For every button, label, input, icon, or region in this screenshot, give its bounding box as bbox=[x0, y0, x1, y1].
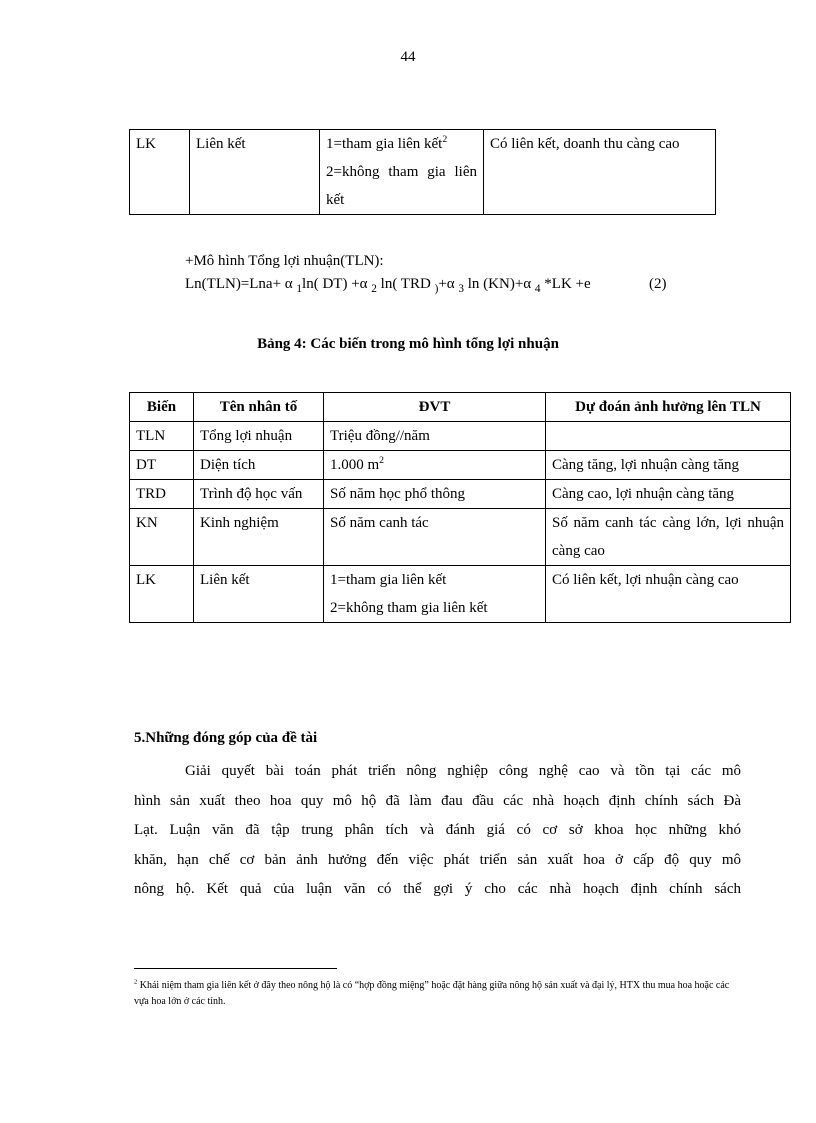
table-cell-effect bbox=[546, 422, 791, 451]
footnote-ref: 2 bbox=[442, 134, 448, 145]
unit-line-2: 2=không tham gia liên kết bbox=[326, 164, 477, 208]
table-cell-effect: Có liên kết, doanh thu càng cao bbox=[484, 130, 716, 215]
table-caption: Bảng 4: Các biến trong mô hình tổng lợi nhuận bbox=[257, 336, 559, 352]
header-factor-name: Tên nhân tố bbox=[194, 393, 324, 422]
table-cell-effect: Càng cao, lợi nhuận càng tăng bbox=[546, 480, 791, 509]
paragraph-line: Giải quyết bài toán phát triển nông nghiệp công nghệ cao và tồn tại các mô bbox=[185, 763, 741, 779]
table-cell-unit: Số năm canh tác bbox=[324, 509, 546, 566]
table-cell-unit: 1.000 $m^2$ bbox=[324, 451, 546, 480]
footnote-divider bbox=[134, 968, 337, 969]
unit-line-1: 1=tham gia liên kết bbox=[330, 572, 447, 588]
table-cell-code: KN bbox=[130, 509, 194, 566]
table-row bbox=[130, 451, 791, 480]
unit-line-1: 1=tham gia liên kết bbox=[326, 136, 443, 152]
header-variable: Biến bbox=[130, 393, 194, 422]
table-cell-unit bbox=[324, 566, 546, 623]
variables-table bbox=[129, 392, 791, 623]
section-heading: 5.Những đóng góp của đề tài bbox=[134, 730, 318, 746]
paragraph-line: nông hộ. Kết quả của luận văn có thể gợi ý cho các nhà hoạch định chính sách bbox=[134, 881, 741, 897]
footnote-marker: 2 bbox=[134, 978, 138, 986]
table-cell-name: Tổng lợi nhuận bbox=[194, 422, 324, 451]
unit-line-2: 2=không tham gia liên kết bbox=[330, 600, 488, 616]
table-cell-code: LK bbox=[130, 130, 190, 215]
footnote bbox=[134, 978, 734, 1010]
table-row bbox=[130, 566, 791, 623]
table-cell-name: Kinh nghiệm bbox=[194, 509, 324, 566]
table-cell-effect: Càng tăng, lợi nhuận càng tăng bbox=[546, 451, 791, 480]
model-title: +Mô hình Tổng lợi nhuận(TLN): bbox=[185, 253, 384, 269]
table-row bbox=[130, 509, 791, 566]
body-paragraph bbox=[134, 757, 741, 905]
model-equation: Ln(TLN)=Lna+ α $_1$ln( DT) +α $_2$ ln( TRD $_)$+α $_3$ ln (KN)+α $_4$ *LK +e bbox=[185, 276, 591, 295]
table-cell-code: LK bbox=[130, 566, 194, 623]
table-cell-unit bbox=[320, 130, 484, 215]
page-number: 44 bbox=[400, 49, 416, 65]
table-cell-unit: Số năm học phổ thông bbox=[324, 480, 546, 509]
table-cell-name: Liên kết bbox=[190, 130, 320, 215]
table-row bbox=[130, 422, 791, 451]
table-row bbox=[130, 480, 791, 509]
paragraph-line: Lạt. Luận văn đã tập trung phân tích và đánh giá có cơ sở khoa học những khó bbox=[134, 822, 741, 838]
table-cell-name: Diện tích bbox=[194, 451, 324, 480]
table-cell-code: TRD bbox=[130, 480, 194, 509]
paragraph-line: hình sản xuất theo hoa quy mô hộ đã làm đau đầu các nhà hoạch định chính sách Đà bbox=[134, 792, 741, 809]
footnote-text: Khái niệm tham gia liên kết ở đây theo nông hộ là có “hợp đồng miệng” hoặc đặt hàng giữa nông hộ sản xuất và đại lý, HTX thu mua hoa hoặc các vựa hoa lớn ở các tỉnh. bbox=[134, 980, 730, 1007]
table-row bbox=[130, 130, 716, 215]
table-cell-code: DT bbox=[130, 451, 194, 480]
header-expected-effect: Dự đoán ảnh hưởng lên TLN bbox=[546, 393, 791, 422]
table-cell-name: Trình độ học vấn bbox=[194, 480, 324, 509]
table-cell-name: Liên kết bbox=[194, 566, 324, 623]
table-header-row bbox=[130, 393, 791, 422]
variables-table-continued bbox=[129, 129, 716, 215]
header-unit: ĐVT bbox=[324, 393, 546, 422]
table-cell-effect: Có liên kết, lợi nhuận càng cao bbox=[546, 566, 791, 623]
table-cell-effect: Số năm canh tác càng lớn, lợi nhuận càng cao bbox=[546, 509, 791, 566]
paragraph-line: khăn, hạn chế cơ bản ảnh hưởng đến việc phát triển sản xuất hoa ở cấp độ quy mô bbox=[134, 851, 741, 868]
equation-number: (2) bbox=[649, 276, 667, 292]
table-cell-code: TLN bbox=[130, 422, 194, 451]
table-cell-unit: Triệu đồng//năm bbox=[324, 422, 546, 451]
